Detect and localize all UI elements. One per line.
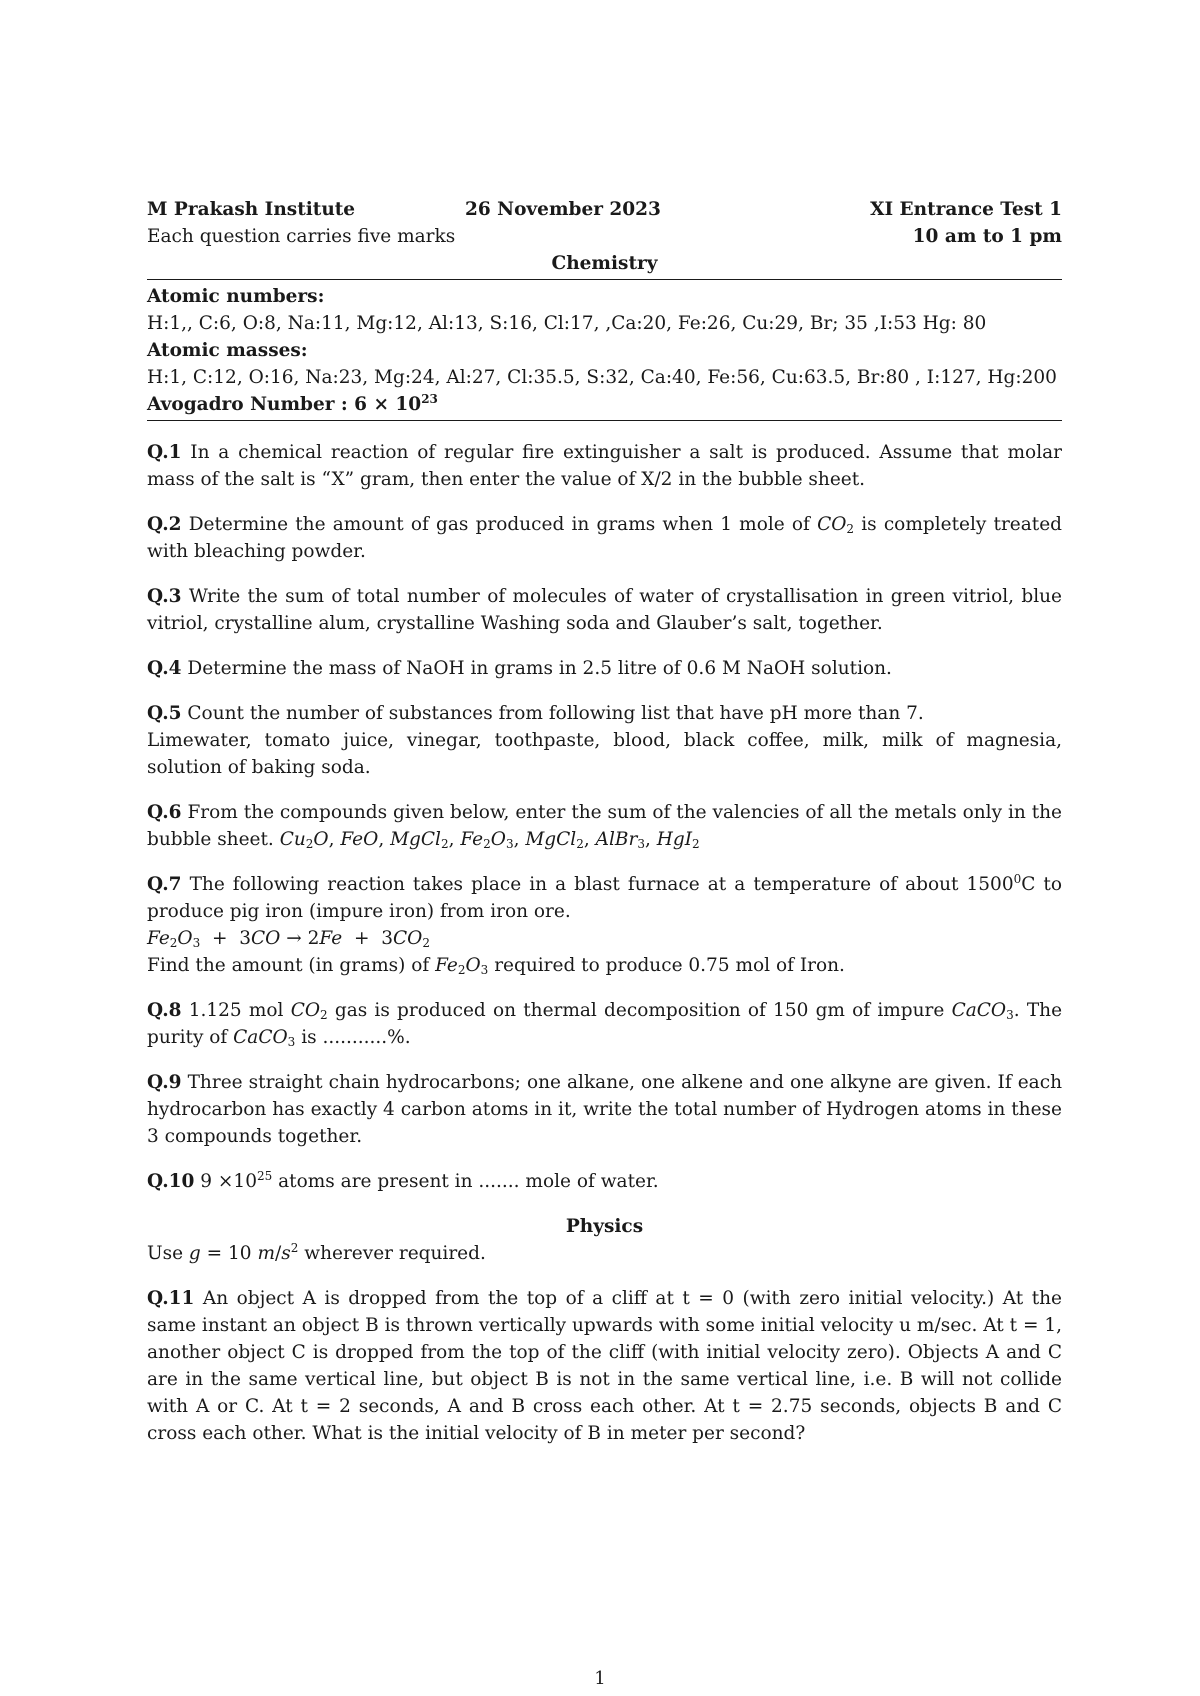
reaction-equation: $Fe_2O_3 + 3CO \to 2Fe + 3CO_2$ (147, 928, 430, 950)
test-date: 26 November 2023 (465, 199, 661, 220)
question-5: Q.5 Count the number of substances from following list that have pH more than 7. Limewater, tomato juice, vinegar, toothpaste, blood, black coffee, milk, milk of magnesia, solution of baking soda. (147, 700, 1062, 781)
test-time: 10 am to 1 pm (912, 226, 1062, 247)
question-7: Q.7 The following reaction takes place in a blast furnace at a temperature of about 1500$^0$C to produce pig iron (impure iron) from iron ore. $Fe_2O_3 + 3CO \to 2Fe + 3CO_2$ Find the amount (in grams) of $Fe_2O_3$ required to produce 0.75 mol of Iron. (147, 872, 1062, 977)
header-row-1 (147, 196, 1062, 223)
avogadro-number: Avogadro Number : $6 \times 10^{23}$ (147, 392, 438, 415)
question-1: Q.1 In a chemical reaction of regular fire extinguisher a salt is produced. Assume that molar mass of the salt is “X” gram, then enter the value of X/2 in the bubble sheet. (147, 442, 1062, 490)
question-10: Q.10 $9 \times 10^{25}$ atoms are present in ....... mole of water. (147, 1169, 659, 1192)
institute-name: M Prakash Institute (147, 199, 356, 220)
document-page (147, 196, 1062, 1447)
question-9: Q.9 Three straight chain hydrocarbons; one alkane, one alkene and one alkyne are given. If each hydrocarbon has exactly 4 carbon atoms in it, write the total number of Hydrogen atoms in these 3 compounds together. (147, 1072, 1062, 1147)
atomic-masses: H:1, C:12, O:16, Na:23, Mg:24, Al:27, Cl:35.5, S:32, Ca:40, Fe:56, Cu:63.5, Br:80 , I:127, Hg:200 (147, 367, 1057, 388)
atomic-numbers: H:1,, C:6, O:8, Na:11, Mg:12, Al:13, S:16, Cl:17, ,Ca:20, Fe:26, Cu:29, Br; 35 ,I:53 Hg: 80 (147, 313, 987, 334)
question-3: Q.3 Write the sum of total number of molecules of water of crystallisation in green vitriol, blue vitriol, crystalline alum, crystalline Washing soda and Glauber’s salt, together. (147, 586, 1062, 634)
question-4: Q.4 Determine the mass of NaOH in grams in 2.5 litre of 0.6 M NaOH solution. (147, 658, 892, 679)
question-2: Q.2 Determine the amount of gas produced in grams when 1 mole of $CO_2$ is completely treated with bleaching powder. (147, 514, 1062, 562)
test-name: XI Entrance Test 1 (870, 199, 1062, 220)
top-rule (147, 279, 1062, 280)
chemistry-title: Chemistry (551, 253, 658, 274)
question-8: Q.8 1.125 mol $CO_2$ gas is produced on thermal decomposition of 150 gm of impure CaCO$_3$. The purity of CaCO$_3$ is ...........%. (147, 1000, 1063, 1049)
page-number: 1 (594, 1668, 606, 1689)
physics-title: Physics (565, 1216, 644, 1237)
marks-note: Each question carries five marks (147, 226, 456, 247)
header-row-2 (147, 223, 1062, 250)
atomic-numbers-label: Atomic numbers: (147, 286, 325, 307)
gravity-note: Use g = 10 $m/s^2$ wherever required. (147, 1241, 486, 1264)
atomic-masses-label: Atomic masses: (147, 340, 308, 361)
question-11: Q.11 An object A is dropped from the top of a cliff at t = 0 (with zero initial velocity.) At the same instant an object B is thrown vertically upwards with some initial velocity u m/sec. At t = 1, another object C is dropped from the top of the cliff (with initial velocity zero). Objects A and C are in the same vertical line, but object B is not in the same vertical line, i.e. B will not collide with A or C. At t = 2 seconds, A and B cross each other. At t = 2.75 seconds, objects B and C cross each other. What is the initial velocity of B in meter per second? (147, 1288, 1062, 1444)
bottom-rule (147, 420, 1062, 421)
question-6: Q.6 From the compounds given below, enter the sum of the valencies of all the metals only in the bubble sheet. $Cu_2O$, FeO, MgCl$_2$, $Fe_2O_3$, MgCl$_2$, AlBr$_3$, HgI$_2$ (147, 802, 1062, 851)
question-5-list: Limewater, tomato juice, vinegar, toothpaste, blood, black coffee, milk, milk of magnesia, solution of baking soda. (147, 730, 1062, 778)
